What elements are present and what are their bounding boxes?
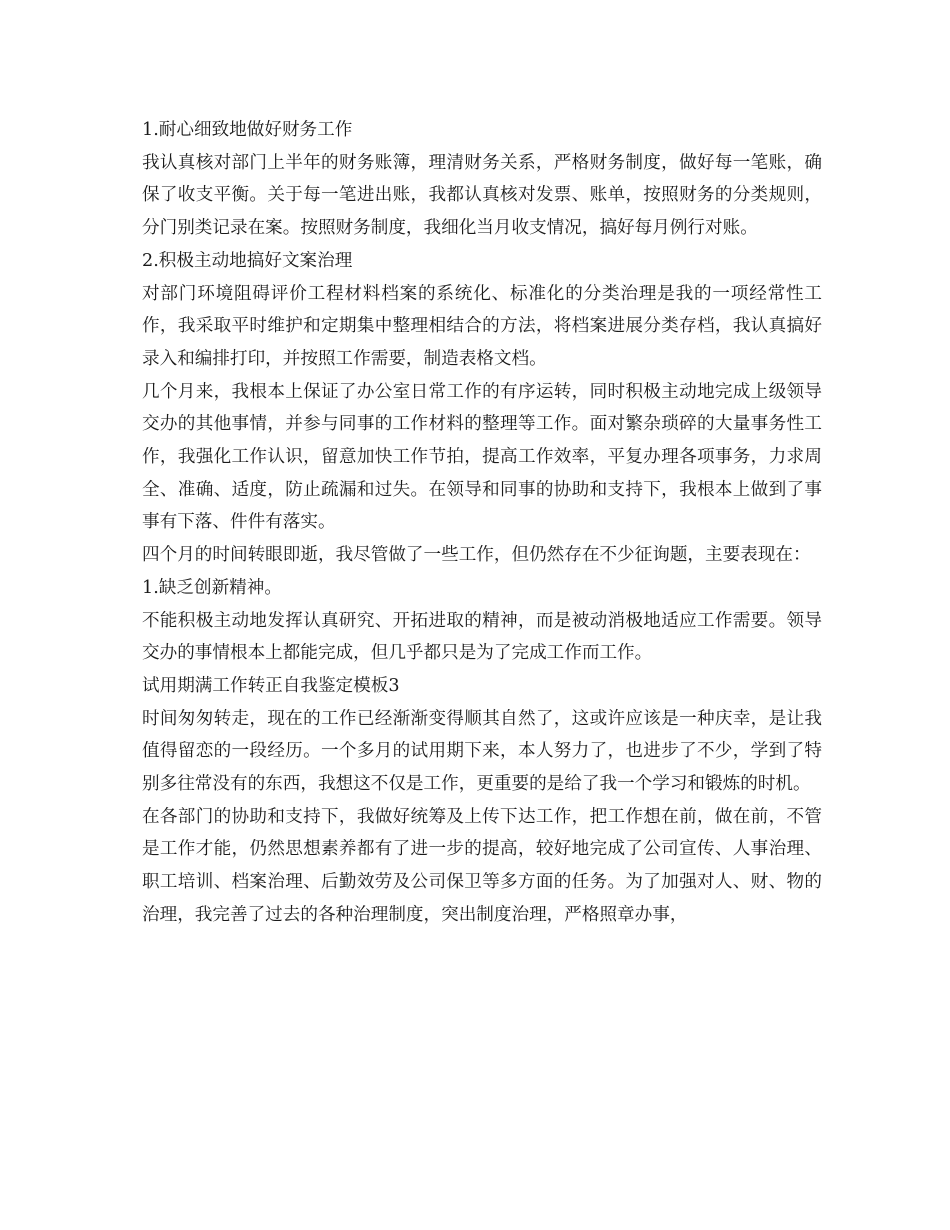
section-heading-innovation: 1.缺乏创新精神。 <box>142 577 282 598</box>
paragraph-finance: 我认真核对部门上半年的财务账簿，理清财务关系，严格财务制度，做好每一笔账，确保了收支平衡。关于每一笔进出账，我都认真核对发票、账单，按照财务的分类规则，分门别类记录在案。按照财务制度，我细化当月收支情况，搞好每月例行对账。 <box>142 152 822 239</box>
paragraph-coordination: 在各部门的协助和支持下，我做好统筹及上传下达工作，把工作想在前，做在前，不管是工作才能，仍然思想素养都有了进一步的提高，较好地完成了公司宣传、人事治理、职工培训、档案治理、后勤效劳及公司保卫等多方面的任务。为了加强对人、财、物的治理，我完善了过去的各种治理制度，突出制度治理，严格照章办事， <box>142 806 822 925</box>
section-heading-finance: 1.耐心细致地做好财务工作 <box>142 120 353 140</box>
paragraph-probation: 时间匆匆转走，现在的工作已经渐渐变得顺其自然了，这或许应该是一种庆幸，是让我值得留恋的一段经历。一个多月的试用期下来，本人努力了，也进步了不少，学到了特别多往常没有的东西，我想这不仅是工作，更重要的是给了我一个学习和锻炼的时机。 <box>142 708 822 795</box>
paragraph-problems-intro: 四个月的时间转眼即逝，我尽管做了一些工作，但仍然存在不少征询题，主要表现在： <box>142 545 811 566</box>
document-page <box>142 114 822 932</box>
template-title: 试用期满工作转正自我鉴定模板3 <box>142 675 400 696</box>
paragraph-office-work: 几个月来，我根本上保证了办公室日常工作的有序运转，同时积极主动地完成上级领导交办的其他事情，并参与同事的工作材料的整理等工作。面对繁杂琐碎的大量事务性工作，我强化工作认识，留意加快工作节拍，提高工作效率，平复办理各项事务，力求周全、准确、适度，防止疏漏和过失。在领导和同事的协助和支持下，我根本上做到了事事有下落、件件有落实。 <box>142 381 822 533</box>
paragraph-documents: 对部门环境阻碍评价工程材料档案的系统化、标准化的分类治理是我的一项经常性工作，我采取平时维护和定期集中整理相结合的方法，将档案进展分类存档，我认真搞好录入和编排打印，并按照工作需要，制造表格文档。 <box>142 283 822 369</box>
section-heading-documents: 2.积极主动地搞好文案治理 <box>142 250 353 271</box>
paragraph-innovation: 不能积极主动地发挥认真研究、开拓进取的精神，而是被动消极地适应工作需要。领导交办的事情根本上都能完成，但几乎都只是为了完成工作而工作。 <box>142 610 822 664</box>
